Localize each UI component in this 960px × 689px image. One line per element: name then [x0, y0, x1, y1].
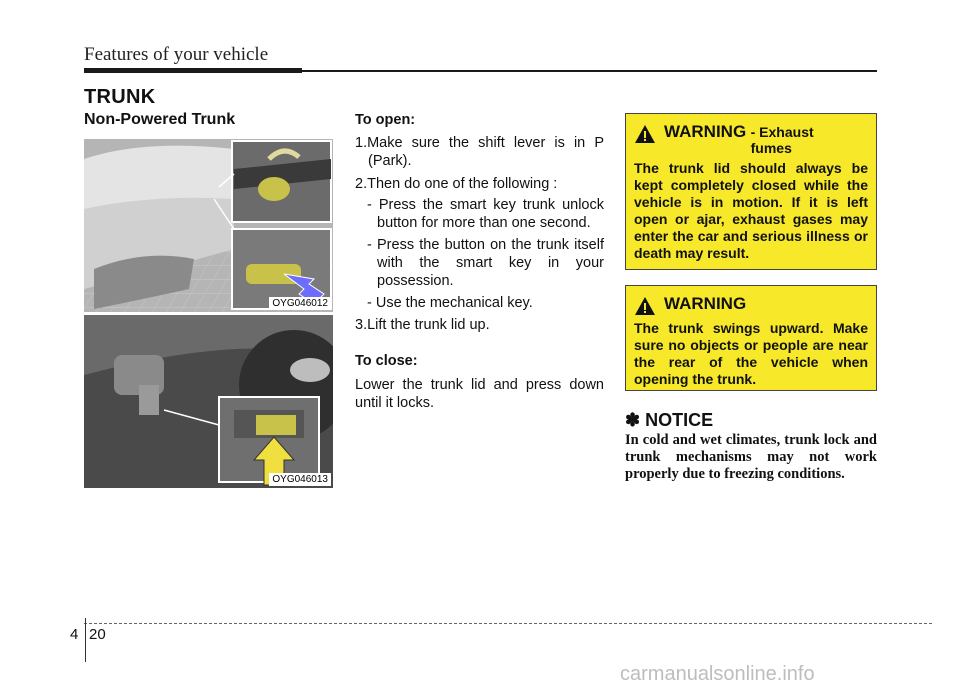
warning-triangle-icon — [634, 296, 656, 316]
warning-header — [634, 122, 868, 156]
page-divider — [85, 618, 86, 662]
notice-title: ✽ NOTICE — [625, 410, 714, 430]
figure-label: OYG046013 — [269, 473, 331, 486]
warning-body: The trunk lid should always be kept completely closed while the vehicle is in motion. If it is left open or ajar, exhaust gases may enter the car and serious illness or death may result. — [634, 160, 868, 261]
page-header-title: Features of your vehicle — [84, 44, 269, 65]
warning-box-exhaust — [625, 113, 877, 270]
step-2a: - Press the smart key trunk unlock button for more than one second. — [367, 197, 604, 231]
trunk-exterior-illustration — [84, 139, 333, 312]
section-title: TRUNK — [84, 86, 156, 108]
step-2c: - Use the mechanical key. — [367, 295, 533, 311]
figure-trunk-exterior — [84, 139, 333, 312]
warning-title: WARNING — [664, 122, 747, 141]
watermark: carmanualsonline.info — [620, 663, 815, 685]
warning-subtitle: - Exhaust fumes — [750, 124, 814, 156]
warning-box-swing — [625, 285, 877, 391]
figure-trunk-button — [84, 315, 333, 488]
page-section-number: 4 — [70, 626, 79, 643]
warning-body: The trunk swings upward. Make sure no objects or people are near the rear of the vehicle when opening the trunk. — [634, 320, 868, 387]
subsection-title: Non-Powered Trunk — [84, 111, 236, 128]
instructions — [355, 111, 604, 412]
header-rule-line — [302, 70, 877, 72]
notice-body: In cold and wet climates, trunk lock and trunk mechanisms may not work properly due to freezing conditions. — [625, 432, 877, 482]
step-3: 3.Lift the trunk lid up. — [355, 317, 490, 333]
open-heading: To open: — [355, 112, 416, 128]
footer-rule — [84, 623, 932, 624]
close-heading: To close: — [355, 353, 418, 369]
page-number: 20 — [89, 626, 106, 643]
header-rule — [84, 68, 302, 73]
warning-title: WARNING — [664, 294, 747, 313]
close-text: Lower the trunk lid and press down until it locks. — [355, 377, 604, 411]
dashboard-illustration — [84, 315, 333, 488]
warning-triangle-icon — [634, 124, 656, 144]
figure-label: OYG046012 — [269, 297, 331, 310]
step-2: 2.Then do one of the following : — [355, 176, 558, 192]
step-1: 1.Make sure the shift lever is in P (Park). — [355, 135, 604, 169]
warning-header — [634, 294, 868, 316]
step-2b: - Press the button on the trunk itself with the smart key in your possession. — [367, 237, 604, 289]
